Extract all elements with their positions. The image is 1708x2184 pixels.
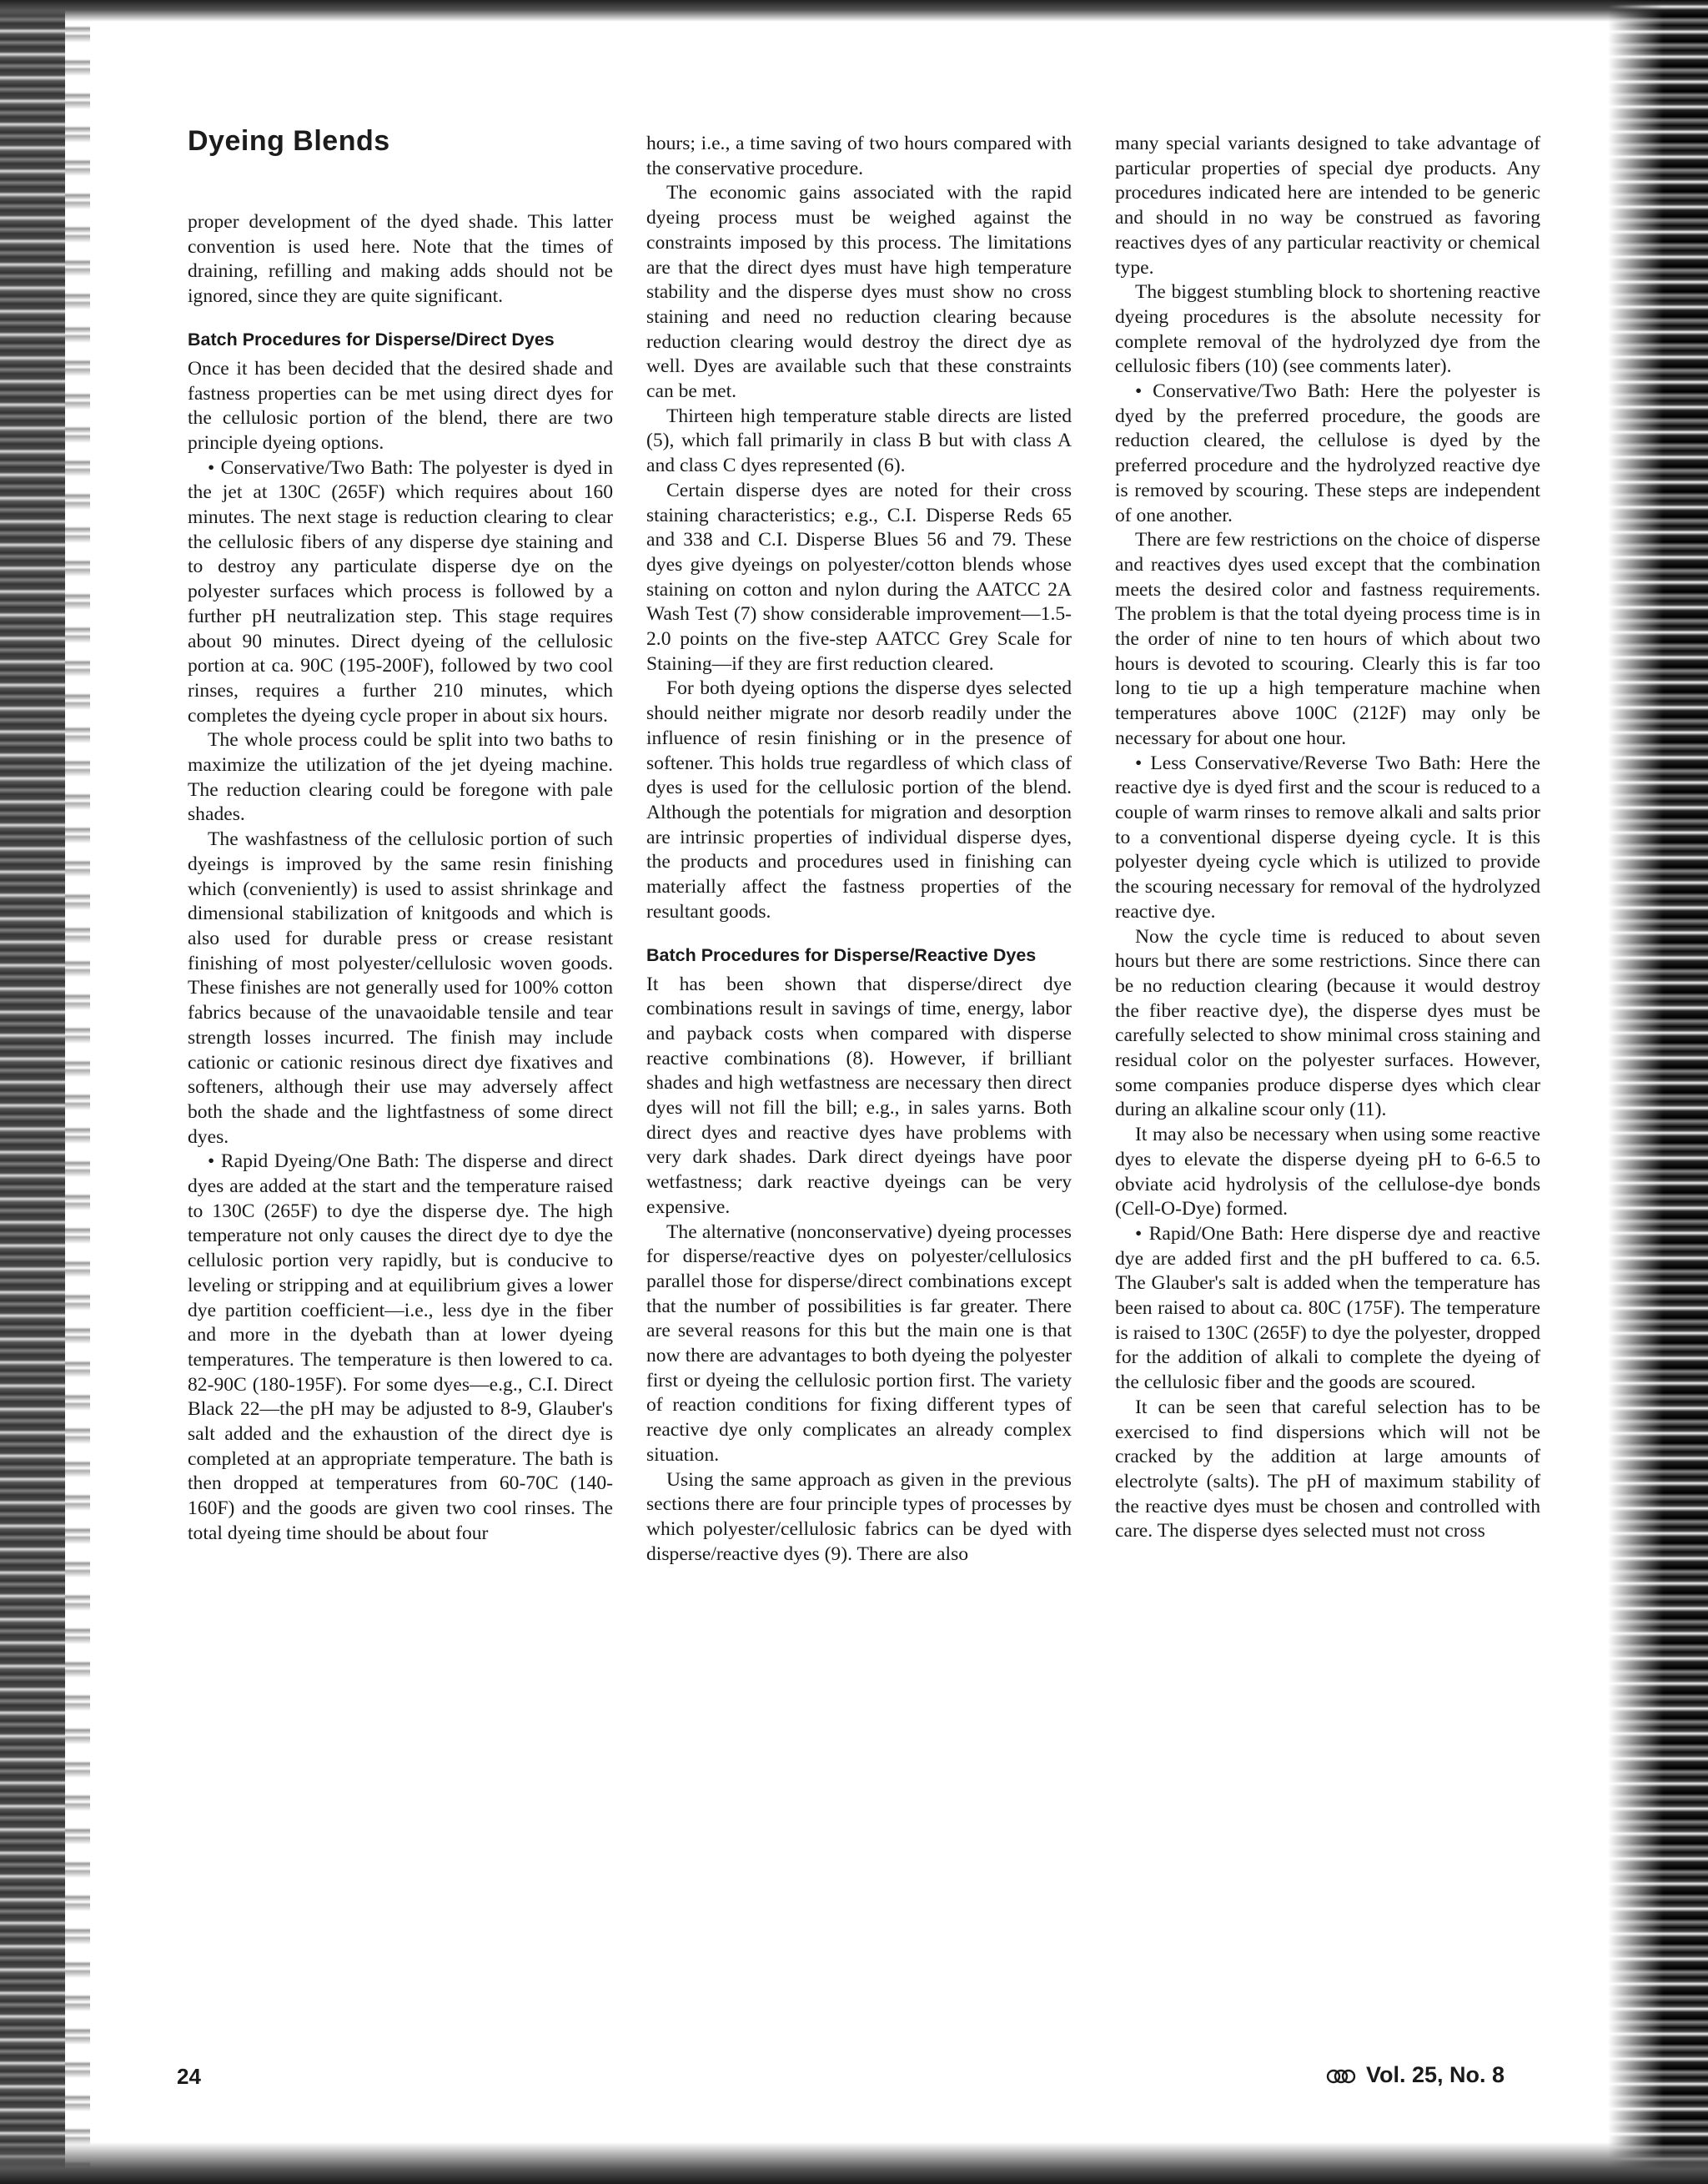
column-3 — [1115, 132, 1540, 1544]
paragraph: Now the cycle time is reduced to about seven hours but there are some restrictions. Since there can be no reduction clearing (because it would destroy the fiber reactive dye), the disperse dyes must be carefully selected to show minimal cross staining and residual color on the polyester surfaces. However, some companies produce disperse dyes which clear during an alkaline scour only (11). — [1115, 925, 1540, 1121]
paragraph: Once it has been decided that the desired shade and fastness properties can be met using direct dyes for the cellulosic portion of the blend, there are two principle dyeing options. — [188, 357, 613, 454]
paragraph: • Less Conservative/Reverse Two Bath: Here the reactive dye is dyed first and the scour is reduced to a couple of warm rinses to remove alkali and salts prior to a conventional disperse dyeing cycle. It is this polyester dyeing cycle which is utilized to provide the scouring necessary for removal of the hydrolyzed reactive dye. — [1115, 752, 1540, 923]
paragraph: It may also be necessary when using some reactive dyes to elevate the disperse dyeing pH to 6-6.5 to obviate acid hydrolysis of the cellulose-dye bonds (Cell-O-Dye) formed. — [1115, 1124, 1540, 1220]
page-number: 24 — [177, 2064, 201, 2089]
paragraph: • Rapid/One Bath: Here disperse dye and reactive dye are added first and the pH buffered to ca. 6.5. The Glauber's salt is added when the temperature has been raised to about ca. 80C (175F). The temperature is raised to 130C (265F) to dye the polyester, dropped for the addition of alkali to complete the dyeing of the cellulosic fiber and the goods are scoured. — [1115, 1222, 1540, 1394]
paragraph: It can be seen that careful selection has to be exercised to find dispersions which will not be cracked by the addition at large amounts of electrolyte (salts). The pH of maximum stability of the reactive dyes must be chosen and controlled with care. The disperse dyes selected must not cross — [1115, 1396, 1540, 1542]
paragraph: The economic gains associated with the rapid dyeing process must be weighed against the constraints imposed by this process. The limitations are that the direct dyes must have high temperature stability and the disperse dyes must show no cross staining and need no reduction clearing because reduction clearing would destroy the direct dye as well. Dyes are available such that these constraints can be met. — [646, 182, 1072, 403]
scan-edge-bottom — [0, 2142, 1708, 2184]
scan-edge-left-inner — [65, 0, 90, 2184]
scan-edge-left — [0, 0, 65, 2184]
issue-label: Vol. 25, No. 8 — [1366, 2062, 1505, 2087]
scan-edge-right — [1608, 0, 1708, 2184]
paragraph: • Conservative/Two Bath: Here the polyester is dyed by the preferred procedure, the goods are reduction cleared, the cellulose is dyed by the preferred procedure and the hydrolyzed reactive dye is removed by scouring. These steps are independent of one another. — [1115, 380, 1540, 526]
paragraph: Thirteen high temperature stable directs are listed (5), which fall primarily in class B but with class A and class C dyes represented (6). — [646, 405, 1072, 477]
running-header: Dyeing Blends — [188, 125, 390, 157]
column-2 — [646, 132, 1072, 1567]
paragraph: For both dyeing options the disperse dyes selected should neither migrate nor desorb readily under the influence of resin finishing or in the presence of softener. This holds true regardless of which class of dyes is used for the cellulosic portion of the blend. Although the potentials for migration and desorption are intrinsic properties of individual disperse dyes, the products and procedures used in finishing can materially affect the fastness properties of the resultant goods. — [646, 677, 1072, 923]
paragraph: many special variants designed to take advantage of particular properties of special dye products. Any procedures indicated here are intended to be generic and should in no way be construed as favoring reactives dyes of any particular reactivity or chemical type. — [1115, 133, 1540, 279]
column-1 — [188, 210, 613, 1547]
paragraph: The whole process could be split into two baths to maximize the utilization of the jet dyeing machine. The reduction clearing could be foregone with pale shades. — [188, 729, 613, 826]
paragraph: • Conservative/Two Bath: The polyester is dyed in the jet at 130C (265F) which requires about 160 minutes. The next stage is reduction clearing to clear the cellulosic fibers of any disperse dye staining and to destroy any particulate disperse dye on the polyester surfaces which process is followed by a further pH neutralization step. This stage requires about 90 minutes. Direct dyeing of the cellulosic portion at ca. 90C (195-200F), followed by two cool rinses, requires a further 210 minutes, which completes the dyeing cycle proper in about six hours. — [188, 456, 613, 727]
paragraph: The biggest stumbling block to shortening reactive dyeing procedures is the absolute necessity for complete removal of the hydrolyzed dye from the cellulosic fibers (10) (see comments later). — [1115, 281, 1540, 378]
paragraph: • Rapid Dyeing/One Bath: The disperse and direct dyes are added at the start and the temperature raised to 130C (265F) to dye the disperse dye. The high temperature not only causes the direct dye to dye the cellulosic portion very rapidly, but is conducive to leveling or stripping and at equilibrium gives a lower dye partition coefficient—i.e., less dye in the fiber and more in the dyebath than at lower dyeing temperatures. The temperature is then lowered to ca. 82-90C (180-195F). For some dyes—e.g., C.I. Direct Black 22—the pH may be adjusted to 8-9, Glauber's salt added and the exhaustion of the direct dye is completed at an appropriate temperature. The bath is then dropped at temperatures from 60-70C (140-160F) and the goods are given two cool rinses. The total dyeing time should be about four — [188, 1150, 613, 1544]
paragraph: proper development of the dyed shade. This latter convention is used here. Note that the times of draining, refilling and making adds should not be ignored, since they are quite significant. — [188, 211, 613, 308]
paragraph: hours; i.e., a time saving of two hours compared with the conservative procedure. — [646, 133, 1072, 179]
footer — [1326, 2062, 1505, 2088]
section-heading: Batch Procedures for Disperse/Direct Dyes — [188, 329, 555, 350]
paragraph: Certain disperse dyes are noted for their cross staining characteristics; e.g., C.I. Disperse Reds 65 and 338 and C.I. Disperse Blues 56 and 79. These dyes give dyeings on polyester/cotton blends whose staining on cotton and nylon during the AATCC 2A Wash Test (7) show considerable improvement—1.5-2.0 points on the five-step AATCC Grey Scale for Staining—if they are first reduction cleared. — [646, 479, 1072, 675]
paragraph: It has been shown that disperse/direct dye combinations result in savings of time, energy, labor and payback costs when compared with disperse reactive combinations (8). However, if brilliant shades and high wetfastness are necessary then direct dyes will not fill the bill; e.g., in sales yarns. Both direct dyes and reactive dyes have problems with very dark shades. Dark direct dyeings have poor wetfastness; dark reactive dyeings can be very expensive. — [646, 973, 1072, 1218]
paragraph: The alternative (nonconservative) dyeing processes for disperse/reactive dyes on polyester/cellulosics parallel those for disperse/direct combinations except that the number of possibilities is far greater. There are several reasons for this but the main one is that now there are advantages to both dyeing the polyester first or dyeing the cellulosic portion first. The variety of reaction conditions for fixing different types of reactive dye only complicates an already complex situation. — [646, 1220, 1072, 1466]
paragraph: The washfastness of the cellulosic portion of such dyeings is improved by the same resin finishing which (conveniently) is used to assist shrinkage and dimensional stabilization of knitgoods and which is also used for durable press or crease resistant finishing of most polyester/cellulosic woven goods. These finishes are not generally used for 100% cotton fabrics because of the unavaoidable tensile and tear strength losses incurred. The finish may include cationic or cationic resinous direct dye fixatives and softeners, although their use may adversely affect both the shade and the lightfastness of some direct dyes. — [188, 828, 613, 1148]
section-heading: Batch Procedures for Disperse/Reactive Dyes — [646, 944, 1037, 965]
paragraph: There are few restrictions on the choice of disperse and reactives dyes used except that the combination meets the desired color and fastness requirements. The problem is that the total dyeing process time is in the order of nine to ten hours of which about two hours is devoted to scouring. Clearly this is far too long to tie up a high temperature machine when temperatures above 100C (212F) may only be necessary for about one hour. — [1115, 529, 1540, 749]
journal-logo-icon — [1326, 2067, 1356, 2086]
scan-edge-top — [0, 0, 1708, 22]
paragraph: Using the same approach as given in the previous sections there are four principle types of processes by which polyester/cellulosic fabrics can be dyed with disperse/reactive dyes (9). There are also — [646, 1468, 1072, 1565]
